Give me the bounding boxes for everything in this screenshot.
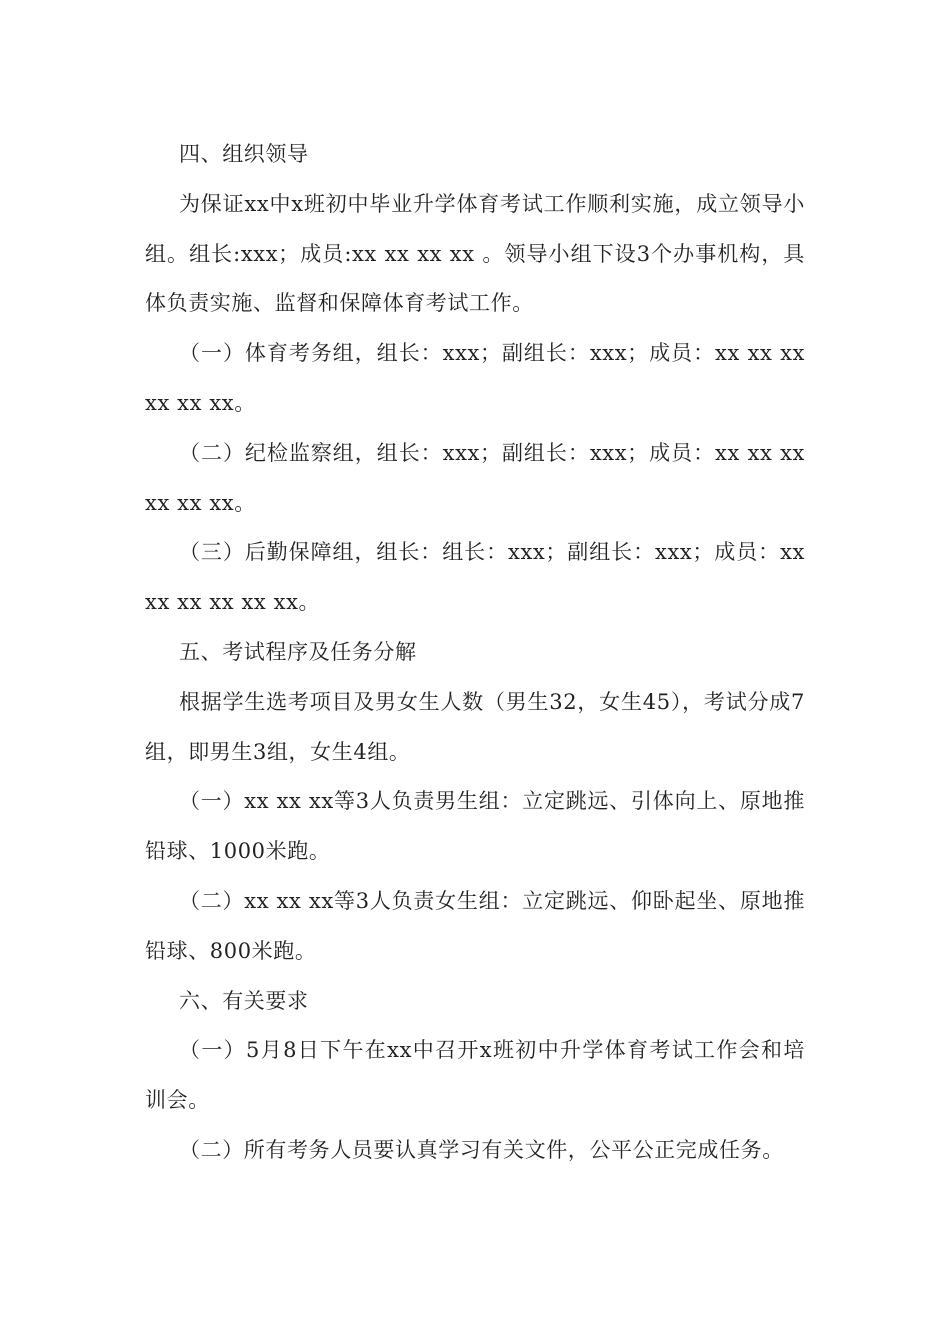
list-item-boys-group: （一）xx xx xx等3人负责男生组：立定跳远、引体向上、原地推铅球、1000米跑。 bbox=[145, 789, 805, 864]
list-item-discipline-group: （二）纪检监察组，组长：xxx；副组长：xxx；成员：xx xx xx xx xx xx。 bbox=[145, 440, 805, 515]
list-item-meeting: （一）5月8日下午在xx中召开x班初中升学体育考试工作会和培训会。 bbox=[145, 1038, 805, 1113]
list-item-fairness: （二）所有考务人员要认真学习有关文件，公平公正完成任务。 bbox=[179, 1137, 784, 1162]
list-item-exam-affairs-group: （一）体育考务组，组长：xxx；副组长：xxx；成员：xx xx xx xx xx xx。 bbox=[145, 341, 805, 415]
document-body bbox=[145, 130, 805, 1176]
section-heading-procedure: 五、考试程序及任务分解 bbox=[179, 639, 417, 664]
section-heading-requirements: 六、有关要求 bbox=[179, 988, 309, 1013]
section-heading-organization: 四、组织领导 bbox=[179, 142, 309, 166]
list-item-logistics-group: （三）后勤保障组，组长：组长：xxx；副组长：xxx；成员：xx xx xx xx xx xx。 bbox=[145, 540, 805, 615]
paragraph-leadership-group: 为保证xx中x班初中毕业升学体育考试工作顺利实施，成立领导小组。组长:xxx；成员:xx xx xx xx 。领导小组下设3个办事机构，具体负责实施、监督和保障体育考试工作。 bbox=[145, 191, 805, 316]
paragraph-grouping: 根据学生选考项目及男女生人数（男生32，女生45），考试分成7组，即男生3组，女生4组。 bbox=[145, 689, 805, 764]
list-item-girls-group: （二）xx xx xx等3人负责女生组：立定跳远、仰卧起坐、原地推铅球、800米跑。 bbox=[145, 888, 805, 963]
